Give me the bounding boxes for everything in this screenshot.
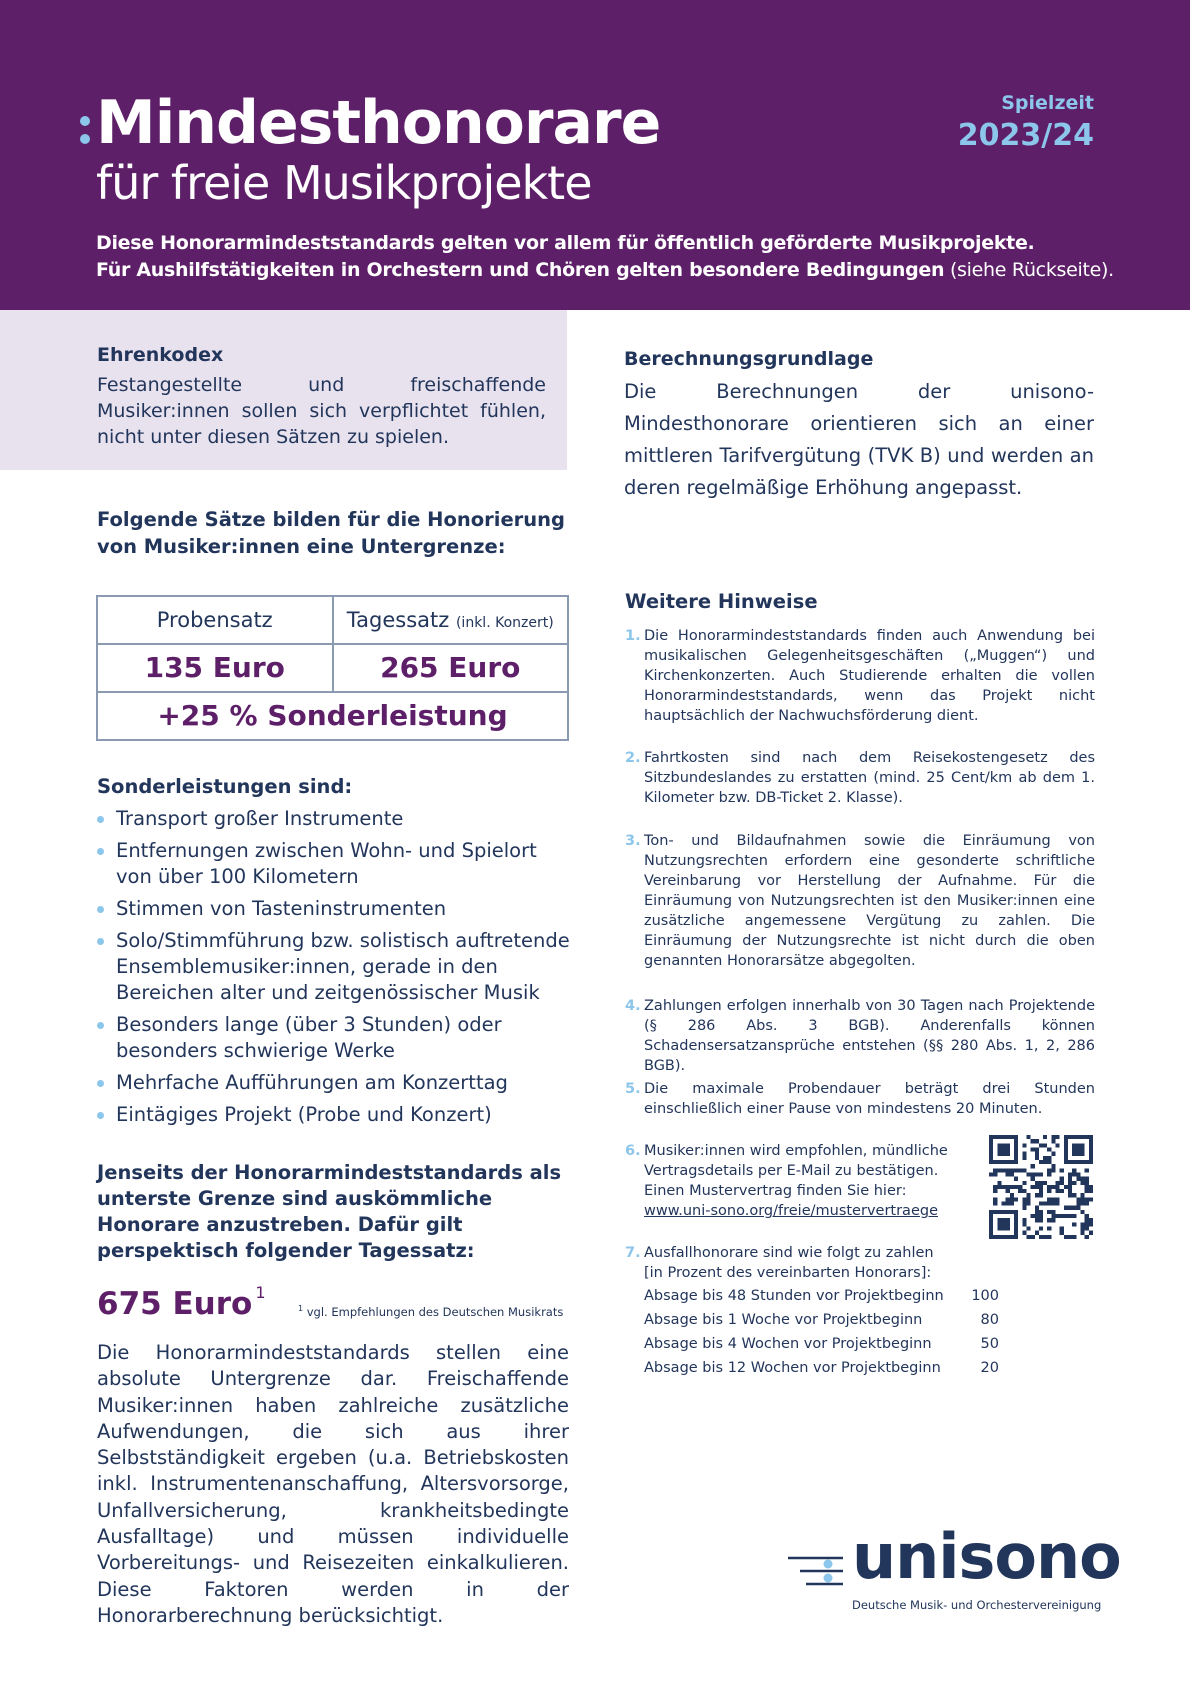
list-item: Stimmen von Tasteninstrumenten [97,896,577,922]
surcharge-value: +25 % Sonderleistung [157,699,508,732]
bullet-icon [97,1022,104,1029]
bullet-icon [97,816,104,823]
unisono-logo [788,1520,1121,1618]
list-item: Transport großer Instrumente [97,806,577,832]
cancellation-fee-table [625,1286,1095,1378]
day-rate-note: (inkl. Konzert) [455,615,554,631]
rehearsal-rate-value: 135 Euro [144,651,285,684]
page-subtitle: für freie Musikprojekte [96,156,592,210]
cancellation-row: Absage bis 1 Woche vor Projektbeginn 80 [644,1312,999,1328]
ehrenkodex-text: Festangestellte und freischaffende Musiker:innen sollen sich verpflichtet fühlen, nicht unter diesen Sätzen zu spielen. [97,374,546,448]
note-number: 7. [625,1245,641,1261]
list-item: Eintägiges Projekt (Probe und Konzert) [97,1102,577,1128]
bullet-icon [97,848,104,855]
note-text: Die Honorarmindeststandards finden auch Anwendung bei musikalischen Gelegenheitsgeschäften („Muggen“) und Kirchenkonzerten. Auch Studierende erhalten die vollen Honorarmindeststandards, wenn das Projekt nicht hauptsächlich der Nachwuchsförderung dient. [644,628,1095,724]
calculation-basis-text: Die Berechnungen der unisono-Mindesthonorare orientieren sich an einer mittleren Tarifvergütung (TVK B) und werden an deren regelmäßige Erhöhung angepasst. [624,380,1094,499]
note-number: 1. [625,628,641,644]
list-item: Solo/Stimmführung bzw. solistisch auftretende Ensemblemusiker:innen, gerade in den Bereichen alter und zeitgenössischer Musik [97,928,577,1006]
note-item: 7. Ausfallhonorare sind wie folgt zu zahlen [in Prozent des vereinbarten Honorars]: Absage bis 48 Stunden vor Projektbeginn 100 Absage bis 1 Woche vor Projektbeginn 80 Absage bis 4 Wochen vor Projektbeginn 50 Absage bis 12 Wochen vor Projektbeginn 20 [625,1243,1095,1378]
ehrenkodex-title: Ehrenkodex [97,344,224,366]
bullet-icon [97,1112,104,1119]
bullet-icon [97,1080,104,1087]
colon-dots-icon [80,116,90,152]
ehrenkodex-panel [0,310,567,470]
calculation-basis-title: Berechnungsgrundlage [624,348,874,370]
note-number: 5. [625,1081,641,1097]
day-rate-value: 265 Euro [332,645,568,691]
bullet-icon [97,906,104,913]
rates-surcharge-row [98,693,567,739]
cancellation-row: Absage bis 48 Stunden vor Projektbeginn 100 [644,1288,999,1304]
note-number: 2. [625,750,641,766]
note-item [625,831,1095,971]
intro-line-2-bold: Für Aushilfstätigkeiten in Orchestern und Chören gelten besondere Bedingungen [96,259,945,281]
note-item [625,748,1095,808]
intro-text [96,230,1114,284]
absolute-minimum-text: Die Honorarmindeststandards stellen eine absolute Untergrenze dar. Freischaffende Musiker:innen haben zahlreiche zusätzliche Aufwendungen, die sich aus ihrer Selbstständigkeit ergeben (u.a. Betriebskosten inkl. Instrumentenanschaffung, Altersvorsorge, Unfallversicherung, krankheitsbedingte Ausfalltage) und müssen individuelle Vorbereitungs- und Reisezeiten einkalkulieren. Diese Faktoren werden in der Honorarberechnung berücksichtigt. [97,1341,569,1627]
footnote: $^1$ vgl. Empfehlungen des Deutschen Musikrats [298,1304,564,1319]
rates-value-row [98,645,567,693]
note-item [625,996,1095,1076]
logo-tagline: Deutsche Musik- und Orchestervereinigung [852,1598,1102,1612]
note-item [625,626,1095,726]
further-notes-title: Weitere Hinweise [625,590,818,613]
season-badge [958,92,1094,153]
special-services-title: Sonderleistungen sind: [97,775,353,798]
qr-code-icon[interactable] [989,1135,1093,1239]
header-banner [0,0,1190,310]
list-item: Besonders lange (über 3 Stunden) oder besonders schwierige Werke [97,1012,577,1064]
muster-contract-link[interactable]: www.uni-sono.org/freie/mustervertraege [644,1203,938,1219]
note-text: Fahrtkosten sind nach dem Reisekostengesetz des Sitzbundeslandes zu erstatten (mind. 25 Cent/km ab dem 1. Kilometer bzw. DB-Ticket 2. Klasse). [644,750,1095,806]
logo-staff-icon [788,1550,843,1592]
season-label: Spielzeit [1001,92,1094,114]
note-text: Ton- und Bildaufnahmen sowie die Einräumung von Nutzungsrechten erfordern eine gesonderte schriftliche Vereinbarung vor Herstellung der Aufnahme. Für die Einräumung von Nutzungsrechten ist den Musiker:innen eine zusätzliche angemessene Vergütung zu zahlen. Die Einräumung der Nutzungsrechte ist nicht durch die oben genannten Honorarsätze abgegolten. [644,833,1095,969]
cancellation-row: Absage bis 4 Wochen vor Projektbeginn 50 [644,1336,999,1352]
rates-header-row [98,597,567,645]
note-text: Zahlungen erfolgen innerhalb von 30 Tagen nach Projektende (§ 286 Abs. 3 BGB). Anderenfalls können Schadensersatzansprüche entstehen (§§ 280 Abs. 1, 2, 286 BGB). [644,998,1095,1074]
list-item: Entfernungen zwischen Wohn- und Spielort von über 100 Kilometern [97,838,577,890]
special-services-list [97,806,577,1134]
recommended-day-rate: 675 Euro $^1$ [97,1283,266,1322]
beyond-minimum-text: Jenseits der Honorarmindeststandards als unterste Grenze sind auskömmliche Honorare anzustreben. Dafür gilt perspektisch folgender Tagessatz: [97,1161,562,1262]
list-item: Mehrfache Aufführungen am Konzerttag [97,1070,577,1096]
intro-line-2 [96,257,1114,284]
note-text: Die maximale Probendauer beträgt drei Stunden einschließlich einer Pause von mindestens 20 Minuten. [644,1081,1095,1117]
intro-line-2-normal: (siehe Rückseite). [944,259,1114,281]
note-number: 3. [625,833,641,849]
intro-line-1: Diese Honorarmindeststandards gelten vor allem für öffentlich geförderte Musikprojekte. [96,232,1035,254]
logo-wordmark: unisono [852,1520,1121,1593]
cancellation-row: Absage bis 12 Wochen vor Projektbeginn 20 [644,1360,999,1376]
note-number: 4. [625,998,641,1014]
footnote-marker: 1 [255,1283,266,1302]
page-title: Mindesthonorare [96,88,661,158]
note-item: 6. Musiker:innen wird empfohlen, mündliche Vertragsdetails per E-Mail zu bestätigen. Einen Mustervertrag finden Sie hier: www.uni-sono.org/freie/mustervertraege [625,1143,948,1219]
note-number: 6. [625,1143,641,1159]
season-year: 2023/24 [957,118,1094,153]
day-rate-label: Tagessatz (inkl. Konzert) [332,597,568,643]
rates-lead-text: Folgende Sätze bilden für die Honorierung von Musiker:innen eine Untergrenze: [97,508,566,558]
bullet-icon [97,938,104,945]
rates-table [96,595,569,741]
rehearsal-rate-label: Probensatz [156,608,273,632]
note-item [625,1079,1095,1119]
